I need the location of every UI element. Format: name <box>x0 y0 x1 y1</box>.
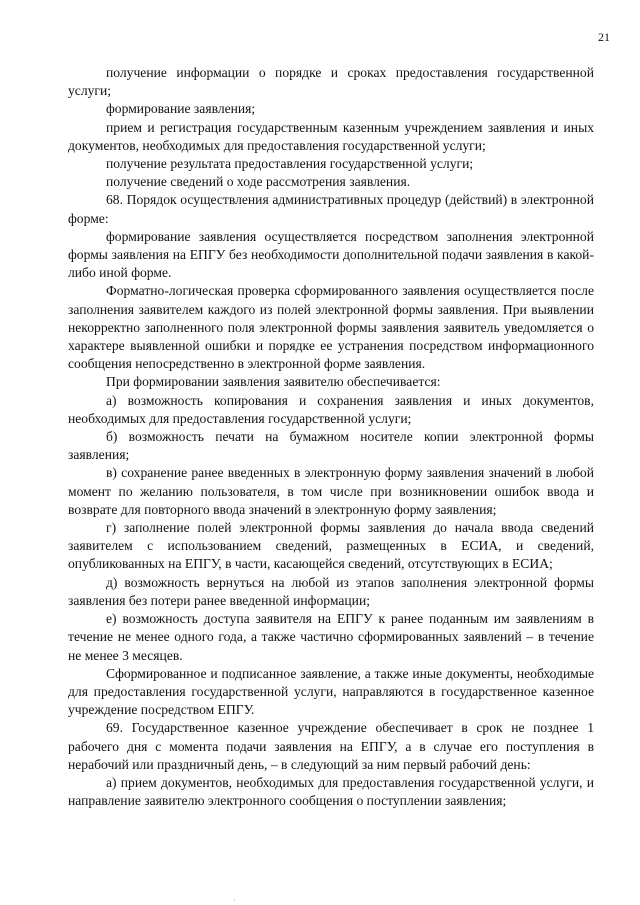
paragraph-result: получение результата предоставления государственной услуги; <box>106 156 474 172</box>
page-number: 21 <box>598 30 610 44</box>
list-item-d-return: д) возможность вернуться на любой из этапов заполнения электронной формы заявления без потери ранее введенной информации; <box>68 574 594 608</box>
paragraph-forming-application: формирование заявления; <box>106 101 256 117</box>
document-body <box>68 64 594 810</box>
list-item-b-printing: б) возможность печати на бумажном носителе копии электронной формы заявления; <box>68 429 594 463</box>
paragraph-info-procedure: получение информации о порядке и сроках предоставления государственной услуги; <box>68 65 594 99</box>
list-item-v-saving: в) сохранение ранее введенных в электронную форму заявления значений в любой момент по желанию пользователя, в том числе при возникновении ошибок ввода и возврате для повторного ввода значений в электронную форму заявления; <box>68 465 594 517</box>
scan-artifact: · <box>233 896 236 905</box>
paragraph-status-info: получение сведений о ходе рассмотрения заявления. <box>106 174 411 190</box>
list-item-a-acceptance: а) прием документов, необходимых для предоставления государственной услуги, и направление заявителю электронного сообщения о поступлении заявления; <box>68 774 594 809</box>
paragraph-68: 68. Порядок осуществления административных процедур (действий) в электронной форме: <box>68 192 594 226</box>
list-item-a-copying: а) возможность копирования и сохранения заявления и иных документов, необходимых для предоставления государственной услуги; <box>68 392 594 426</box>
list-item-g-prefill: г) заполнение полей электронной формы заявления до начала ввода сведений заявителем с использованием сведений, размещенных в ЕСИА, и сведений, опубликованных на ЕПГУ, в части, касающейся сведений, отсутствующих в ЕСИА; <box>68 520 594 572</box>
paragraph-provided-list-intro: При формировании заявления заявителю обеспечивается: <box>106 374 441 390</box>
paragraph-receipt-registration: прием и регистрация государственным казенным учреждением заявления и иных документов, необходимых для предоставления государственной услуги; <box>68 119 594 153</box>
paragraph-epgu-form: формирование заявления осуществляется посредством заполнения электронной формы заявления на ЕПГУ без необходимости дополнительной подачи заявления в какой-либо иной форме. <box>68 228 594 281</box>
list-item-e-access: е) возможность доступа заявителя на ЕПГУ к ранее поданным им заявлениям в течение не менее одного года, а также частично сформированных заявлений – в течение не менее 3 месяцев. <box>68 611 594 663</box>
paragraph-submission: Сформированное и подписанное заявление, а также иные документы, необходимые для предоставления государственной услуги, направляются в государственное казенное учреждение посредством ЕПГУ. <box>68 665 594 718</box>
paragraph-format-check: Форматно-логическая проверка сформированного заявления осуществляется после заполнения заявителем каждого из полей электронной формы заявления. При выявлении некорректно заполненного поля электронной формы заявления заявитель уведомляется о характере выявленной ошибки и порядке ее устранения посредством информационного сообщения непосредственно в электронной форме заявления. <box>68 283 594 372</box>
paragraph-69: 69. Государственное казенное учреждение обеспечивает в срок не позднее 1 рабочего дня с момента подачи заявления на ЕПГУ, а в случае его поступления в нерабочий или праздничный день, – в следующий за ним первый рабочий день: <box>68 720 594 772</box>
